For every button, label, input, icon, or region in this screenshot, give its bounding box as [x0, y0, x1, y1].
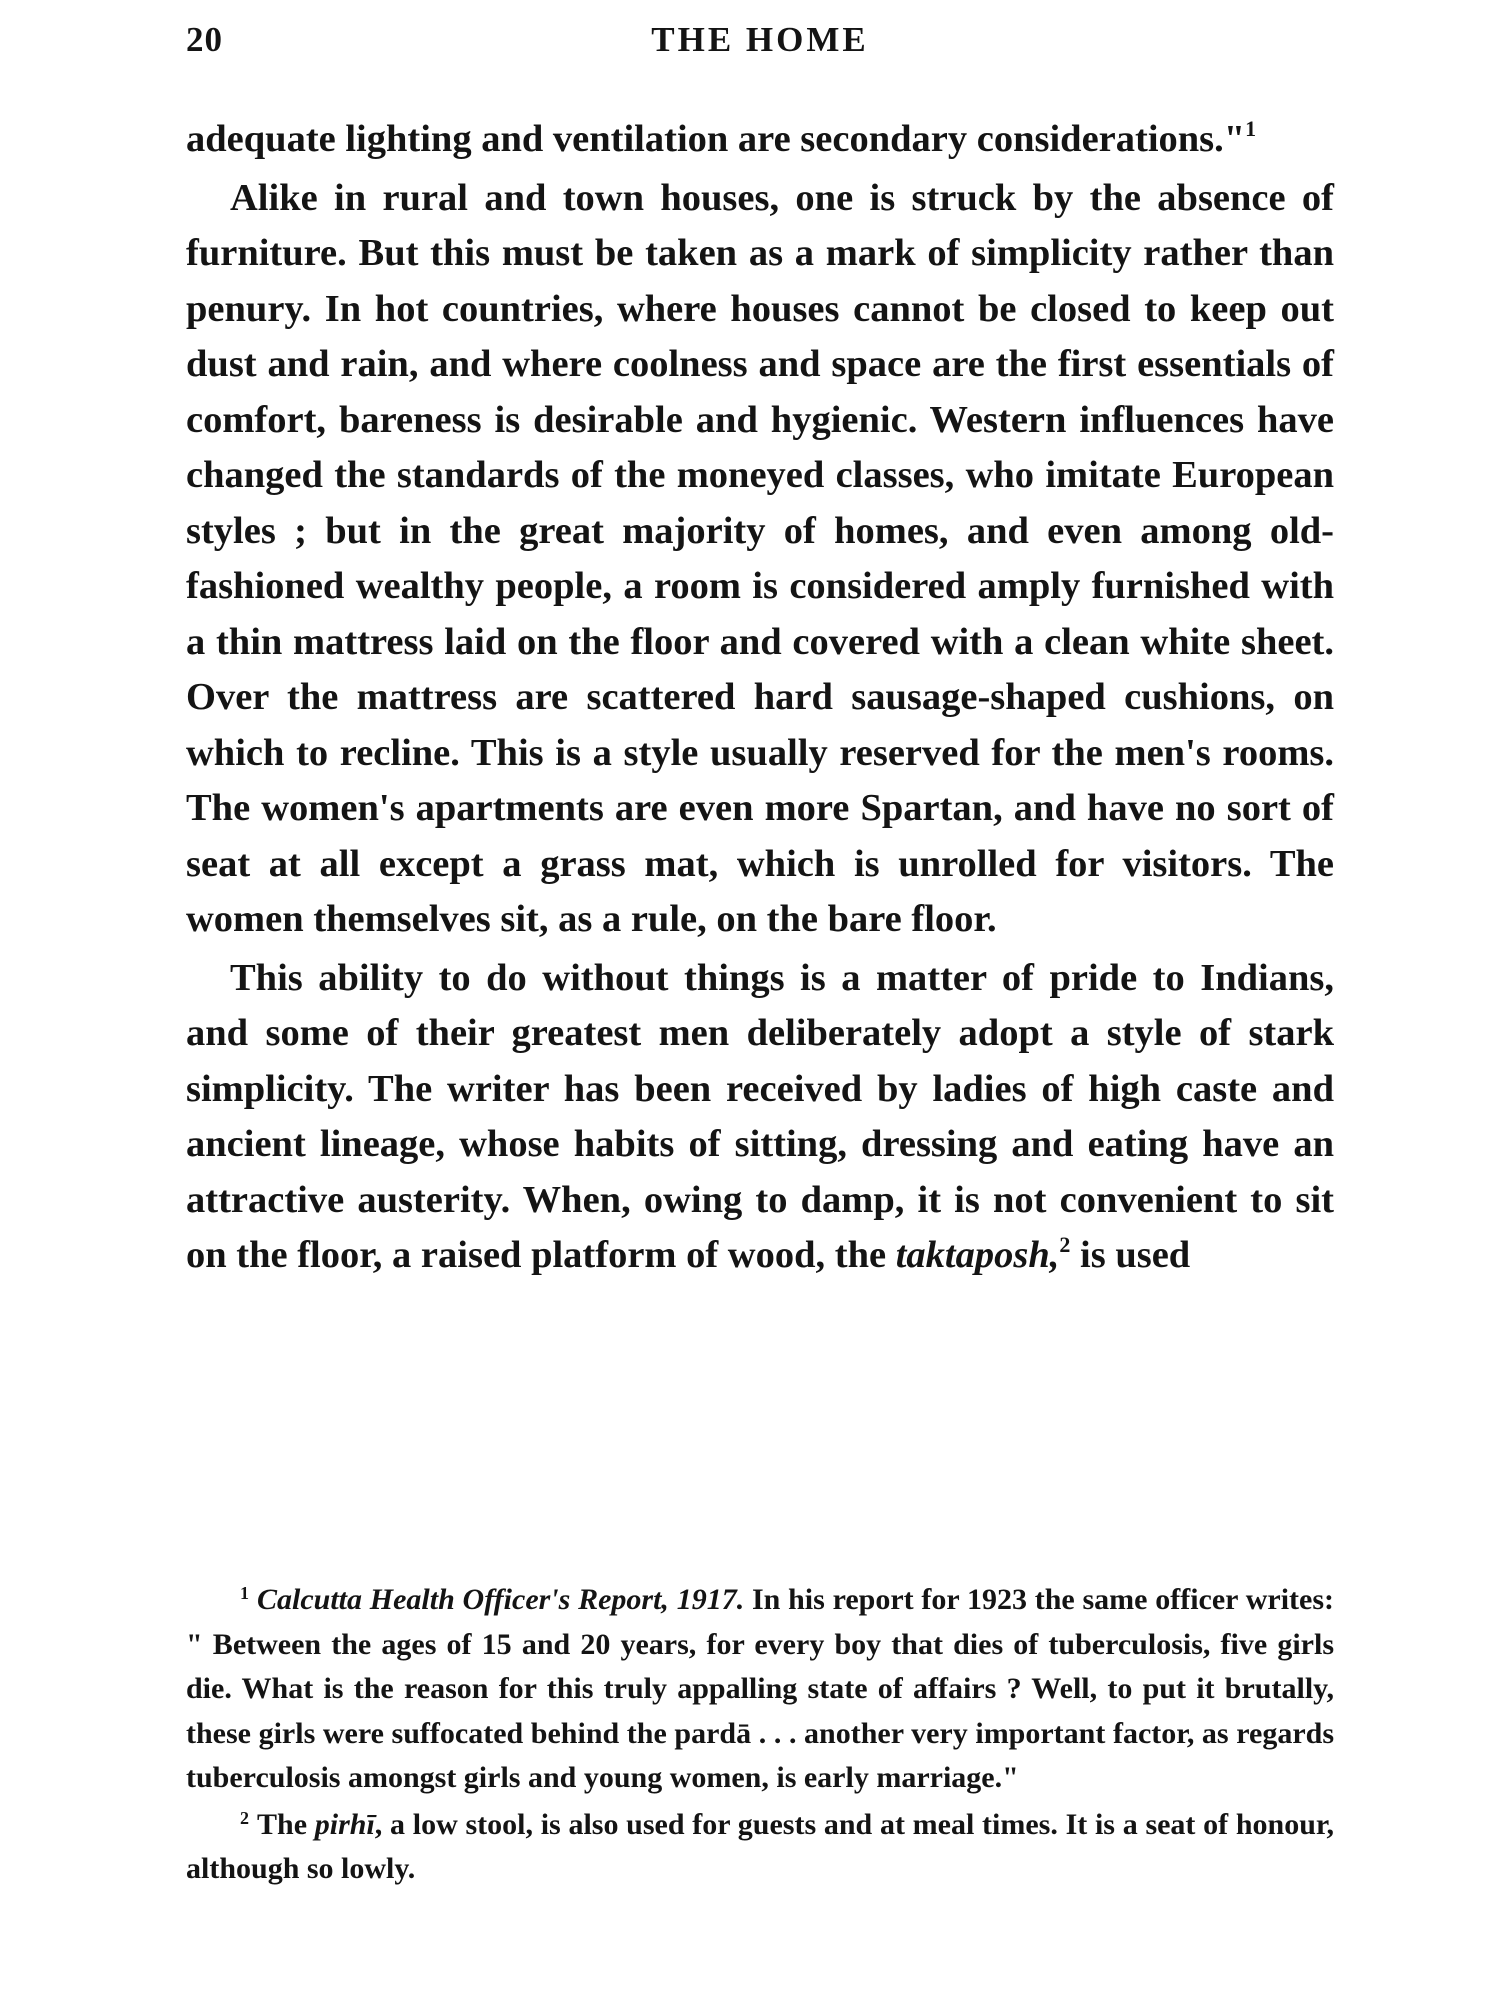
paragraph-text-end: is used [1070, 1234, 1191, 1276]
paragraph-text: This ability to do without things is a matter of pride to Indians, and some of their greatest men deliberately adopt a style of stark simplicity. The writer has been received by ladies of high caste and ancient lineage, whose habits of sitting, dressing and eating have an attractive austerity. When, owing to damp, it is not convenient to sit on the floor, a raised platform of wood, the [186, 956, 1334, 1276]
footnote-mark: 2 [240, 1807, 249, 1828]
footnote-text-end: , a low stool, is also used for guests and at meal times. It is a seat of honour, although so lowly. [186, 1807, 1334, 1885]
footnote-mark: 1 [240, 1583, 249, 1603]
page-number: 20 [186, 20, 223, 59]
page-header [186, 20, 1334, 68]
italic-term: taktaposh, [895, 1234, 1060, 1276]
paragraph-text: Alike in rural and town houses, one is struck by the absence of furniture. But this must be taken as a mark of simplicity rather than penury. In hot countries, where houses cannot be closed to keep out dust and rain, and where coolness and space are the first essentials of comfort, bareness is desirable and hygienic. Western influences have changed the standards of the moneyed classes, who imitate European styles ; but in the great majority of homes, and even among old-fashioned wealthy people, a room is considered amply furnished with a thin mattress laid on the floor and covered with a clean white sheet. Over the mattress are scattered hard sausage-shaped cushions, on which to recline. This is a style usually reserved for the men's rooms. The women's apartments are even more Spartan, and have no sort of seat at all except a grass mat, which is unrolled for visitors. The women themselves sit, as a rule, on the bare floor. [186, 176, 1334, 940]
paragraph-simplicity [186, 951, 1334, 1284]
paragraph-continued [186, 112, 1334, 168]
footnote-reference: 2 [1059, 1232, 1071, 1257]
body-text [186, 112, 1334, 1284]
footnote-text: In his report for 1923 the same officer writes: " Between the ages of 15 and 20 years, for every boy that dies of tuberculosis, five girls die. What is the reason for this truly appalling state of affairs ? Well, to put it brutally, these girls were suffocated behind the pardā . . . another very important factor, as regards tuberculosis amongst girls and young women, is early marriage." [186, 1583, 1335, 1794]
footnote-2 [186, 1803, 1334, 1892]
running-head: THE HOME [651, 20, 869, 59]
footnote-source-title: Calcutta Health Officer's Report, 1917. [257, 1583, 745, 1616]
footnote-text: The [257, 1807, 315, 1841]
paragraph-furniture [186, 171, 1334, 948]
footnote-reference: 1 [1245, 116, 1257, 141]
italic-term: pirhī [314, 1807, 375, 1841]
footnotes [186, 1578, 1334, 1892]
paragraph-text: adequate lighting and ventilation are secondary considerations." [186, 118, 1246, 160]
footnote-1 [186, 1578, 1334, 1801]
